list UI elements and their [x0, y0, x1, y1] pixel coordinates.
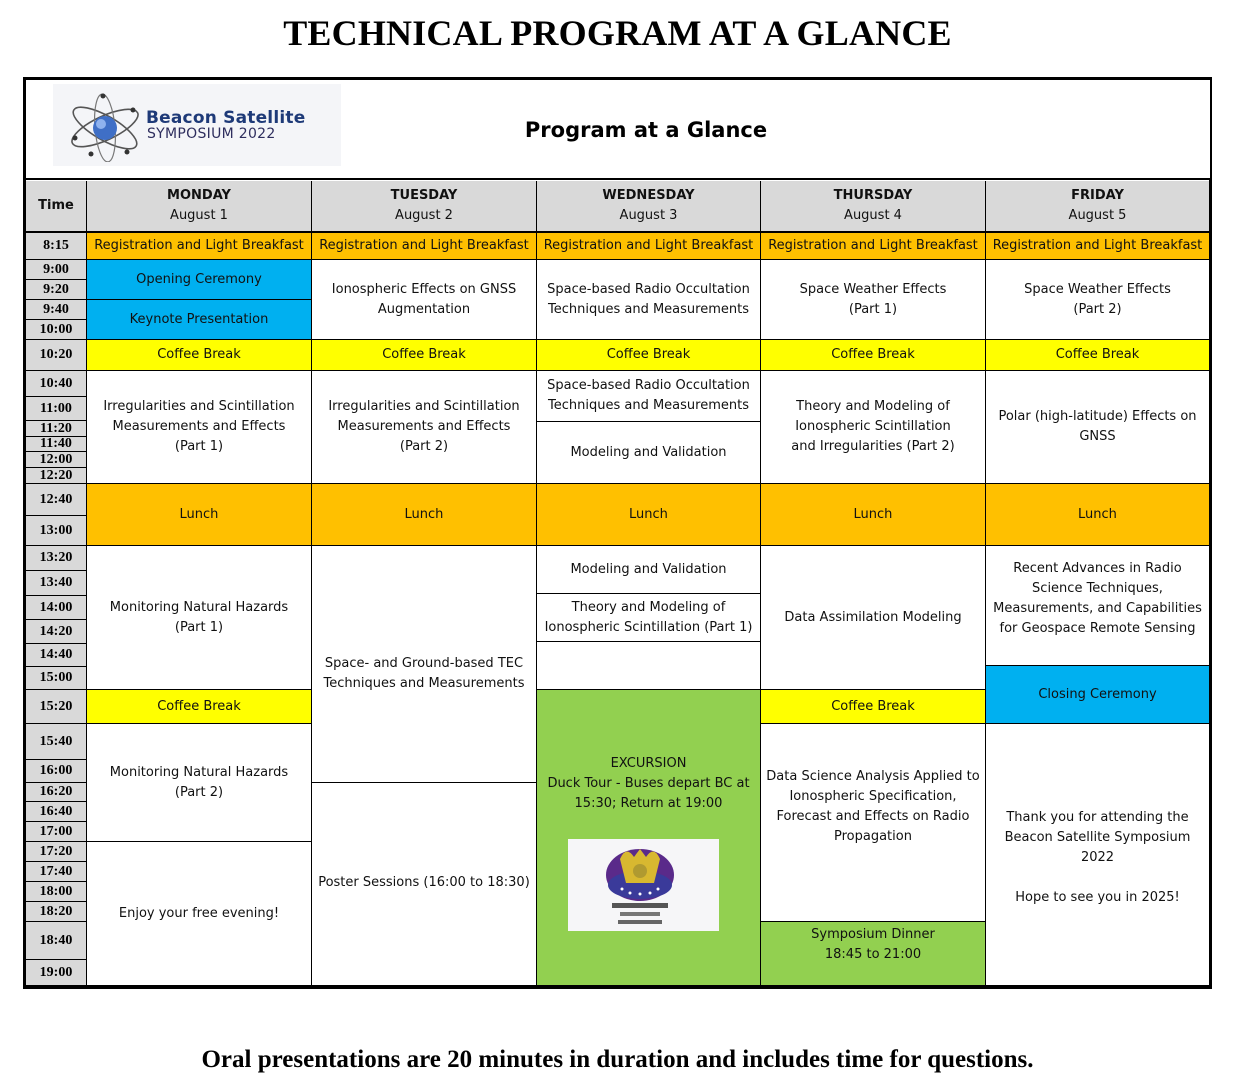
thursday-breakfast: Registration and Light Breakfast: [761, 233, 986, 260]
day-name: TUESDAY: [390, 188, 458, 203]
day-name: FRIDAY: [1071, 188, 1124, 203]
day-name: WEDNESDAY: [602, 188, 695, 203]
time-slot-label: 10:40: [26, 371, 87, 397]
time-slot-label: 12:40: [26, 484, 87, 516]
duck-tours-emblem-icon: [568, 839, 719, 931]
time-slot-label: 11:40: [26, 437, 87, 452]
day-date: August 2: [395, 208, 453, 223]
time-slot-label: 18:40: [26, 922, 87, 960]
day-date: August 5: [1068, 208, 1127, 223]
time-slot-label: 13:20: [26, 546, 87, 571]
time-slot-label: 15:20: [26, 690, 87, 724]
monday-coffee-break-1: Coffee Break: [87, 340, 312, 371]
time-slot-label: 14:40: [26, 644, 87, 667]
program-banner: [26, 80, 1210, 180]
friday-session-polar-effects: Polar (high-latitude) Effects on GNSS: [986, 371, 1210, 484]
time-slot-label: 17:00: [26, 822, 87, 842]
time-slot-label: 15:00: [26, 667, 87, 690]
thursday-coffee-break-1: Coffee Break: [761, 340, 986, 371]
time-slot-label: 8:15: [26, 233, 87, 260]
friday-closing-ceremony: Closing Ceremony: [986, 666, 1210, 724]
monday-breakfast: Registration and Light Breakfast: [87, 233, 312, 260]
tuesday-breakfast: Registration and Light Breakfast: [312, 233, 537, 260]
time-slot-label: 15:40: [26, 724, 87, 760]
time-slot-label: 10:20: [26, 340, 87, 371]
wednesday-coffee-break: Coffee Break: [537, 340, 761, 371]
time-slot-label: 13:40: [26, 571, 87, 596]
thursday-lunch: Lunch: [761, 484, 986, 546]
tuesday-poster-sessions: Poster Sessions (16:00 to 18:30): [312, 783, 537, 986]
time-slot-label: 9:20: [26, 280, 87, 300]
atom-globe-icon: [67, 88, 149, 162]
day-date: August 3: [619, 208, 678, 223]
friday-thank-you-message: Thank you for attending the Beacon Satellite Symposium 2022 Hope to see you in 2025!: [986, 724, 1210, 986]
day-header-friday: [986, 181, 1210, 233]
day-header-thursday: [761, 181, 986, 233]
tuesday-session-tec: Space- and Ground-based TEC Techniques and Measurements: [312, 546, 537, 783]
friday-coffee-break: Coffee Break: [986, 340, 1210, 371]
wednesday-session-modeling-validation-2: Modeling and Validation: [537, 546, 761, 594]
day-date: August 4: [844, 208, 902, 223]
day-name: MONDAY: [167, 188, 231, 203]
time-slot-label: 18:20: [26, 902, 87, 922]
monday-session-irregularities: Irregularities and Scintillation Measurements and Effects (Part 1): [87, 371, 312, 484]
thursday-session-data-science: Data Science Analysis Applied to Ionospheric Specification, Forecast and Effects on Radio Propagation: [761, 724, 986, 922]
monday-free-evening: Enjoy your free evening!: [87, 842, 312, 986]
time-column-header: Time: [26, 181, 87, 233]
time-slot-label: 14:00: [26, 596, 87, 620]
boston-duck-tours-logo: [568, 839, 719, 931]
day-header-monday: [87, 181, 312, 233]
wednesday-excursion: EXCURSION Duck Tour - Buses depart BC at 15:30; Return at 19:00: [537, 690, 761, 986]
monday-session-hazards-2: Monitoring Natural Hazards (Part 2): [87, 724, 312, 842]
monday-lunch: Lunch: [87, 484, 312, 546]
thursday-coffee-break-2: Coffee Break: [761, 690, 986, 724]
day-header-wednesday: [537, 181, 761, 233]
time-slot-label: 17:20: [26, 842, 87, 862]
time-slot-label: 12:20: [26, 468, 87, 484]
wednesday-breakfast: Registration and Light Breakfast: [537, 233, 761, 260]
friday-session-space-weather-2: Space Weather Effects (Part 2): [986, 260, 1210, 340]
day-date: August 1: [170, 208, 228, 223]
logo-subtitle: SYMPOSIUM 2022: [147, 126, 276, 142]
wednesday-lunch: Lunch: [537, 484, 761, 546]
friday-session-radio-science-advances: Recent Advances in Radio Science Techniques, Measurements, and Capabilities for Geospace Remote Sensing: [986, 546, 1210, 666]
time-slot-label: 16:40: [26, 802, 87, 822]
wednesday-session-radio-occultation-2: Space-based Radio Occultation Techniques and Measurements: [537, 371, 761, 422]
time-slot-label: 10:00: [26, 320, 87, 340]
day-header-tuesday: [312, 181, 537, 233]
document-title: TECHNICAL PROGRAM AT A GLANCE: [283, 13, 952, 53]
time-slot-label: 18:00: [26, 882, 87, 902]
logo-name: Beacon Satellite: [146, 108, 306, 128]
tuesday-session-irregularities-2: Irregularities and Scintillation Measurements and Effects (Part 2): [312, 371, 537, 484]
time-slot-label: 16:20: [26, 783, 87, 802]
wednesday-session-radio-occultation-1: Space-based Radio Occultation Techniques and Measurements: [537, 260, 761, 340]
thursday-session-space-weather-1: Space Weather Effects (Part 1): [761, 260, 986, 340]
monday-session-hazards-1: Monitoring Natural Hazards (Part 1): [87, 546, 312, 690]
friday-lunch: Lunch: [986, 484, 1210, 546]
time-slot-label: 11:20: [26, 421, 87, 437]
friday-breakfast: Registration and Light Breakfast: [986, 233, 1210, 260]
time-slot-label: 12:00: [26, 452, 87, 468]
thursday-session-scintillation-theory-2: Theory and Modeling of Ionospheric Scintillation and Irregularities (Part 2): [761, 371, 986, 484]
time-slot-label: 19:00: [26, 960, 87, 986]
wednesday-session-scintillation-theory: Theory and Modeling of Ionospheric Scintillation (Part 1): [537, 594, 761, 642]
time-slot-label: 14:20: [26, 620, 87, 644]
time-slot-label: 9:00: [26, 260, 87, 280]
monday-coffee-break-2: Coffee Break: [87, 690, 312, 724]
monday-keynote: Keynote Presentation: [87, 300, 312, 340]
time-slot-label: 9:40: [26, 300, 87, 320]
time-slot-label: 17:40: [26, 862, 87, 882]
time-slot-label: 11:00: [26, 397, 87, 421]
thursday-symposium-dinner: Symposium Dinner 18:45 to 21:00: [761, 922, 986, 986]
footer-note: Oral presentations are 20 minutes in duration and includes time for questions.: [201, 1046, 1034, 1073]
monday-opening-ceremony: Opening Ceremony: [87, 260, 312, 300]
wednesday-empty-slot: [537, 642, 761, 690]
time-slot-label: 13:00: [26, 516, 87, 546]
tuesday-coffee-break: Coffee Break: [312, 340, 537, 371]
thursday-session-data-assimilation: Data Assimilation Modeling: [761, 546, 986, 690]
tuesday-session-gnss-augmentation: Ionospheric Effects on GNSS Augmentation: [312, 260, 537, 340]
symposium-logo: [53, 84, 341, 166]
wednesday-session-modeling-validation-1: Modeling and Validation: [537, 422, 761, 484]
tuesday-lunch: Lunch: [312, 484, 537, 546]
banner-title: Program at a Glance: [524, 118, 768, 142]
time-slot-label: 16:00: [26, 760, 87, 783]
day-name: THURSDAY: [833, 188, 913, 203]
